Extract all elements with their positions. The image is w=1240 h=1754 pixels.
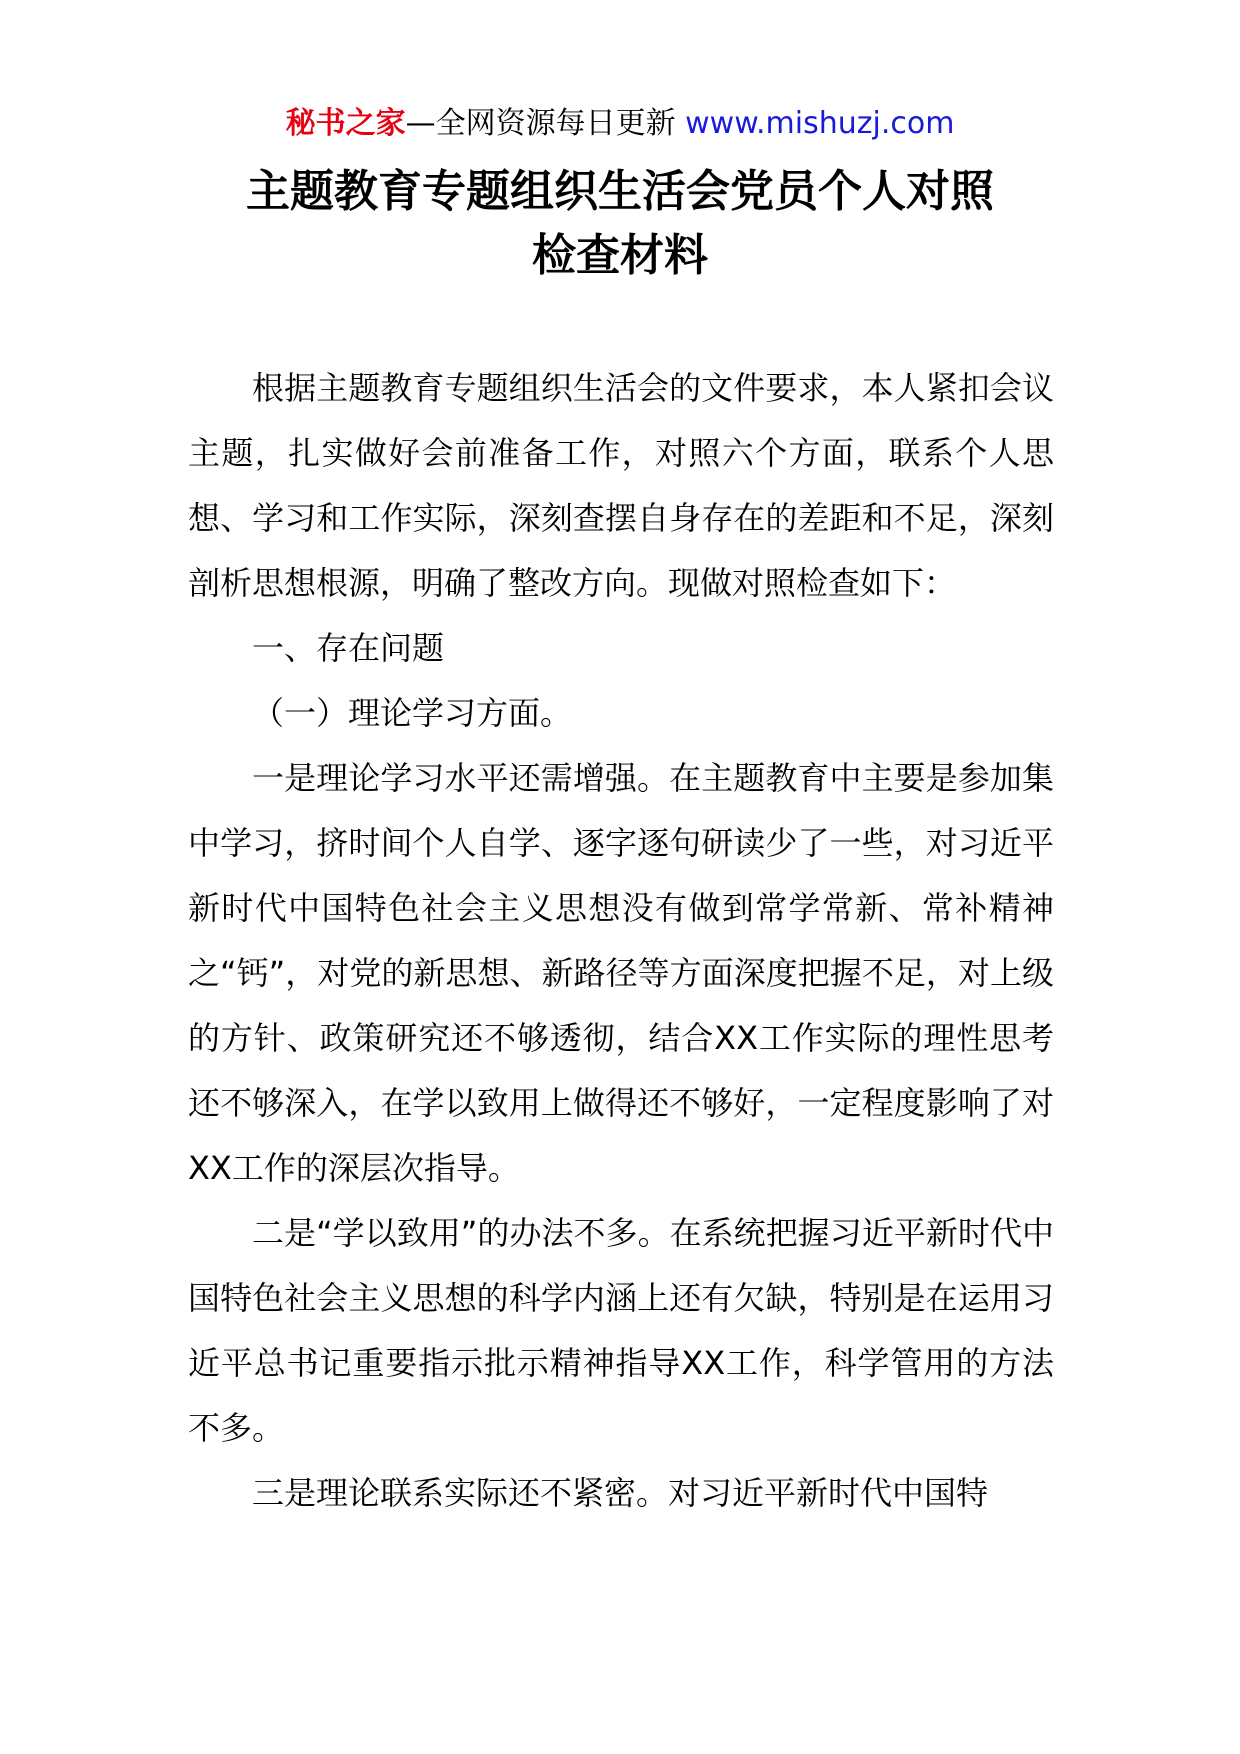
subsection-heading: （一）理论学习方面。: [252, 694, 573, 732]
body-paragraph: 一是理论学习水平还需增强。在主题教育中主要是参加集中学习，挤时间个人自学、逐字逐句研读少了一些，对习近平新时代中国特色社会主义思想没有做到常学常新、常补精神之“钙”，对党的新思想、新路径等方面深度把握不足，对上级的方针、政策研究还不够透彻，结合XX工作实际的理性思考还不够深入，在学以致用上做得还不够好，一定程度影响了对XX工作的深层次指导。: [188, 759, 1054, 1187]
document-body: [188, 356, 1054, 1526]
brand-name: 秘书之家: [285, 106, 406, 141]
body-paragraph: 三是理论联系实际还不紧密。对习近平新时代中国特: [252, 1474, 989, 1512]
body-paragraph: 二是“学以致用”的办法不多。在系统把握习近平新时代中国特色社会主义思想的科学内涵上还有欠缺，特别是在运用习近平总书记重要指示批示精神指导XX工作，科学管用的方法不多。: [188, 1214, 1054, 1447]
title-line-1: 主题教育专题组织生活会党员个人对照: [246, 166, 994, 217]
title-line-2: 检查材料: [532, 230, 708, 281]
document-title: [0, 160, 1240, 288]
site-header: [0, 102, 1240, 146]
section-heading: 一、存在问题: [252, 629, 445, 667]
header-tagline: —全网资源每日更新: [405, 106, 676, 141]
site-url: www.mishuzj.com: [685, 106, 955, 141]
intro-paragraph: 根据主题教育专题组织生活会的文件要求，本人紧扣会议主题，扎实做好会前准备工作，对照六个方面，联系个人思想、学习和工作实际，深刻查摆自身存在的差距和不足，深刻剖析思想根源，明确了整改方向。现做对照检查如下：: [188, 369, 1054, 602]
